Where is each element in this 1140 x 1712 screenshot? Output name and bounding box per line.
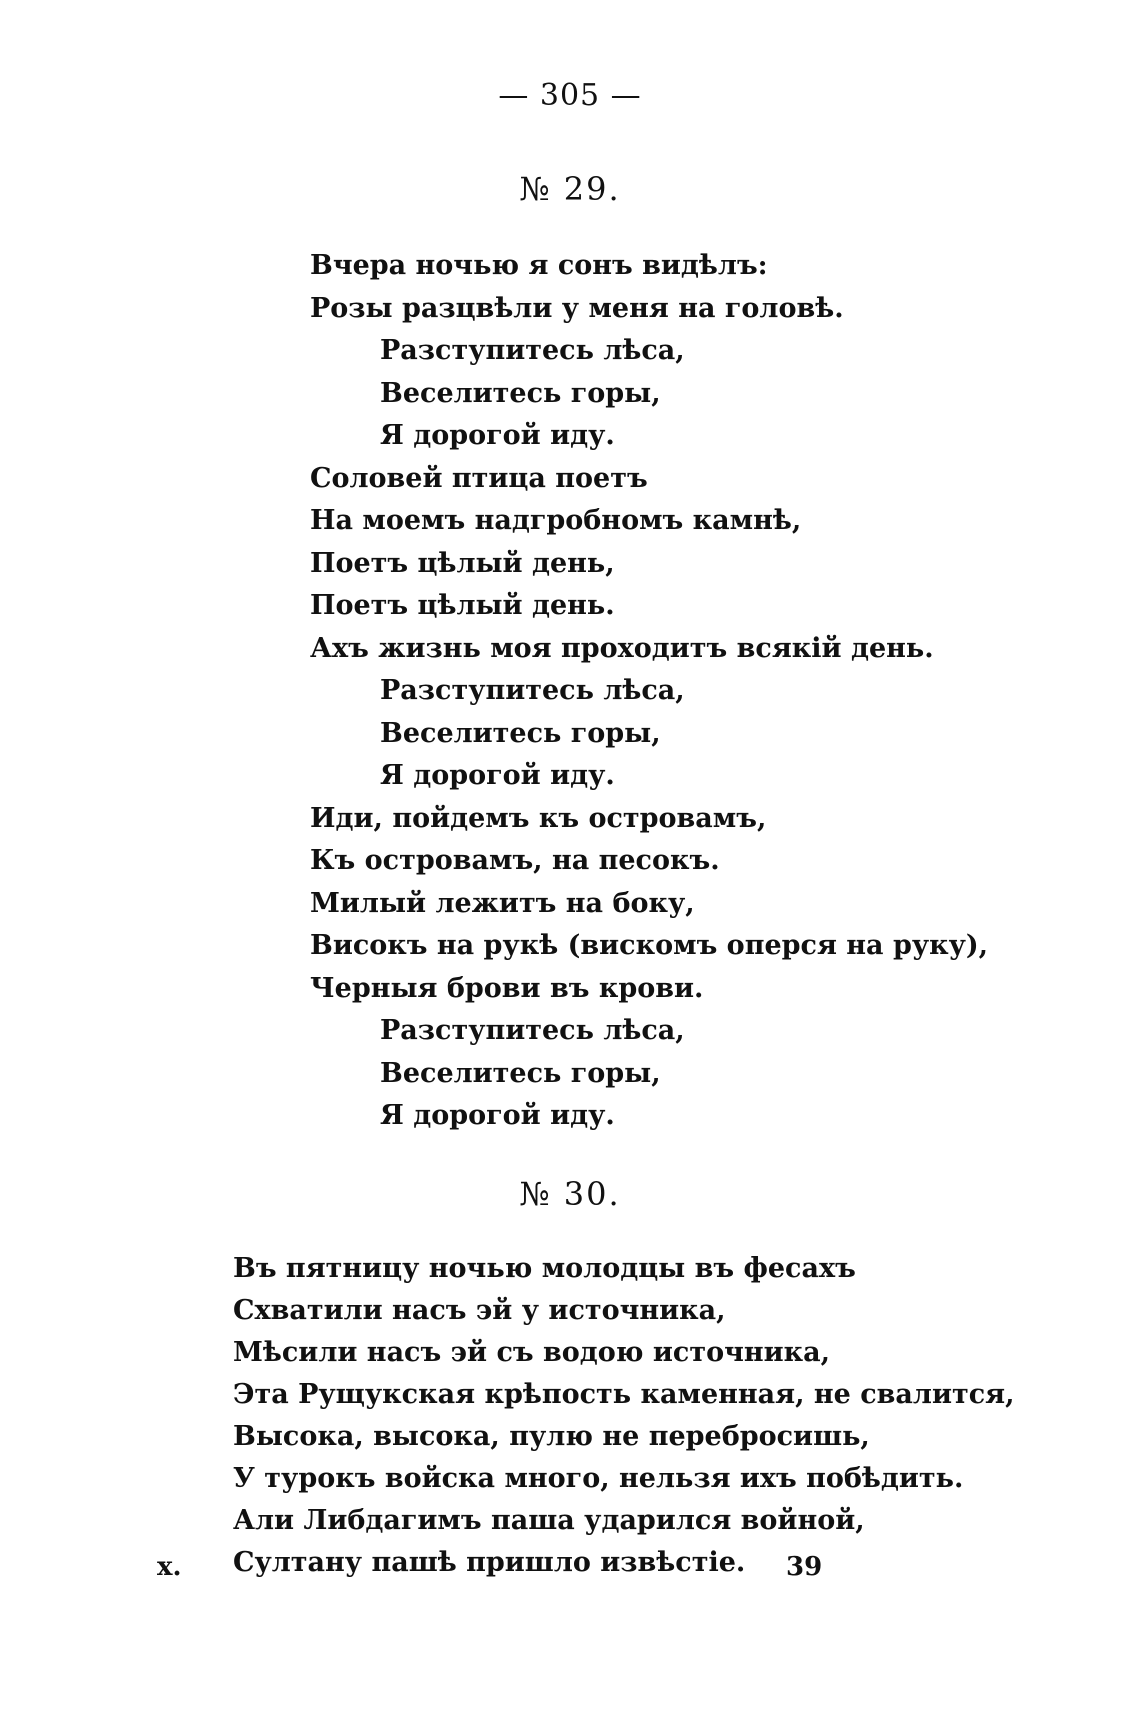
poem-30-heading: № 30. (519, 1175, 621, 1213)
poem-line: Эта Рущукская крѣпость каменная, не свалится, (233, 1379, 1015, 1410)
poem-line: Султану пашѣ пришло извѣстіе. (233, 1547, 746, 1578)
poem-line: Веселитесь горы, (380, 1057, 661, 1089)
poem-line: Черныя брови въ крови. (310, 972, 704, 1004)
poem-line: Я дорогой иду. (380, 1100, 615, 1131)
poem-line: У турокъ войска много, нельзя ихъ побѣдить. (233, 1463, 964, 1494)
poem-line: Мѣсили насъ эй съ водою источника, (233, 1337, 831, 1368)
poem-line: Али Либдагимъ паша ударился войной, (233, 1505, 865, 1536)
page-number: — 305 — (498, 78, 642, 113)
poem-line: Къ островамъ, на песокъ. (310, 845, 720, 876)
poem-line: Иди, пойдемъ къ островамъ, (310, 802, 767, 834)
poem-line: Разступитесь лѣса, (380, 1015, 685, 1046)
poem-line: Веселитесь горы, (380, 717, 661, 749)
poem-line: Я дорогой иду. (380, 420, 615, 451)
poem-line: Ахъ жизнь моя проходитъ всякій день. (310, 632, 934, 664)
poem-line: Поетъ цѣлый день, (310, 547, 615, 579)
footer-signature: x. (157, 1552, 182, 1582)
poem-line: Поетъ цѣлый день. (310, 590, 615, 621)
poem-30-lines (233, 1248, 1015, 1584)
poem-line: Разступитесь лѣса, (380, 335, 685, 366)
poem-line: Разступитесь лѣса, (380, 675, 685, 706)
poem-line: Высока, высока, пулю не перебросишь, (233, 1421, 870, 1452)
poem-line: Високъ на рукѣ (вискомъ оперся на руку), (310, 930, 989, 961)
footer-sheet-number: 39 (786, 1552, 823, 1582)
poem-line: Вчера ночью я сонъ видѣлъ: (310, 250, 768, 281)
poem-line: Схватили насъ эй у источника, (233, 1295, 726, 1326)
poem-29-lines (310, 245, 988, 1138)
poem-line: Розы разцвѣли у меня на головѣ. (310, 292, 844, 324)
poem-line: Въ пятницу ночью молодцы въ фесахъ (233, 1253, 856, 1284)
poem-line: Веселитесь горы, (380, 377, 661, 409)
poem-line: Я дорогой иду. (380, 760, 615, 791)
poem-line: На моемъ надгробномъ камнѣ, (310, 505, 802, 536)
poem-29-heading: № 29. (519, 170, 621, 208)
poem-line: Соловей птица поетъ (310, 462, 648, 494)
poem-line: Милый лежитъ на боку, (310, 887, 695, 919)
